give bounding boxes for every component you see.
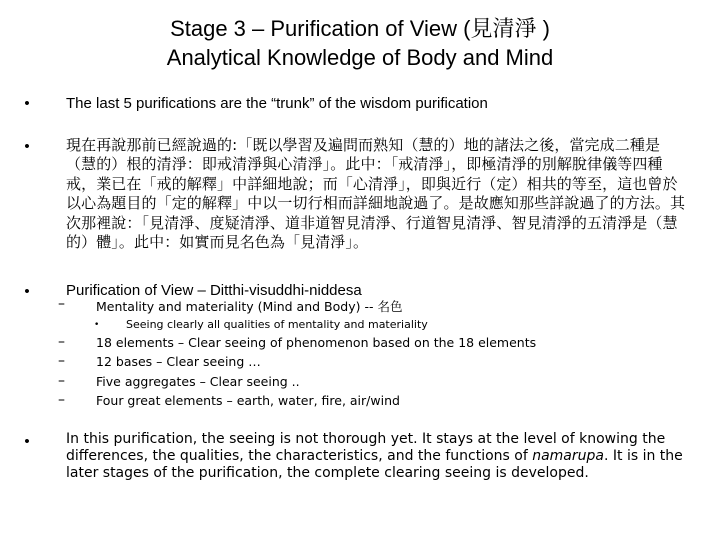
- sub-item-marker: –: [58, 296, 65, 312]
- sub-item-text: Four great elements – earth, water, fire, air/wind: [96, 393, 400, 408]
- sub-sub-text: Seeing clearly all qualities of mentality and materiality: [126, 318, 428, 331]
- bullet-marker: •: [24, 283, 30, 300]
- bullet-marker: •: [24, 95, 30, 112]
- bullet-text-italic-namarupa: namarupa: [532, 448, 604, 464]
- sub-item-text: Mentality and materiality (Mind and Body) -- 名色: [96, 299, 403, 314]
- sub-item-text: 12 bases – Clear seeing …: [96, 354, 261, 369]
- bullet-text-seeing-not-thorough: [66, 431, 696, 482]
- bullet-marker: •: [24, 138, 30, 155]
- sub-item-text: 18 elements – Clear seeing of phenomenon based on the 18 elements: [96, 335, 537, 350]
- slide-title-line-2: Analytical Knowledge of Body and Mind: [166, 45, 554, 70]
- slide-title-line-1: Stage 3 – Purification of View (見清淨 ): [170, 16, 550, 41]
- sub-item-marker: –: [58, 353, 65, 369]
- slide-title: [0, 14, 720, 72]
- sub-item-text: Five aggregates – Clear seeing ..: [96, 374, 300, 389]
- sub-item-marker: –: [58, 334, 65, 350]
- bullet-marker: •: [24, 433, 30, 450]
- bullet-text-chinese-paragraph: 現在再說那前已經說過的:「既以學習及遍問而熟知（慧的）地的諸法之後，當完成二種是（慧的）根的清淨：即戒清淨與心清淨」。此中：「戒清淨」，即極清淨的別解脫律儀等四種戒，業已在「戒的解釋」中詳細地說；而「心清淨」，即與近行（定）相共的等至，這也曾於以心為題目的「定的解釋」中以一切行相而詳細地說過了。是故應知那些詳說過了的方法。其次那裡說：「見清淨、度疑清淨、道非道智見清淨、行道智見清淨、智見清淨的五清淨是（慧的）體」。此中：如實而見名色為「見清淨」。: [66, 136, 686, 252]
- sub-item-marker: –: [58, 392, 65, 408]
- bullet-text-purification-of-view: Purification of View – Ditthi-visuddhi-niddesa: [66, 282, 362, 299]
- bullet-text-trunk: The last 5 purifications are the “trunk” of the wisdom purification: [66, 95, 488, 112]
- sub-sub-marker: •: [94, 320, 100, 330]
- bullet-text-part-1: In this purification, the seeing is not thorough yet. It stays at the level of knowing the differences, the qualities, the characteristics, and the functions of: [66, 431, 666, 464]
- sub-item-marker: –: [58, 373, 65, 389]
- bullet-text-part-2: . It is in the later stages of the purification, the complete clearing seeing is developed.: [66, 448, 683, 481]
